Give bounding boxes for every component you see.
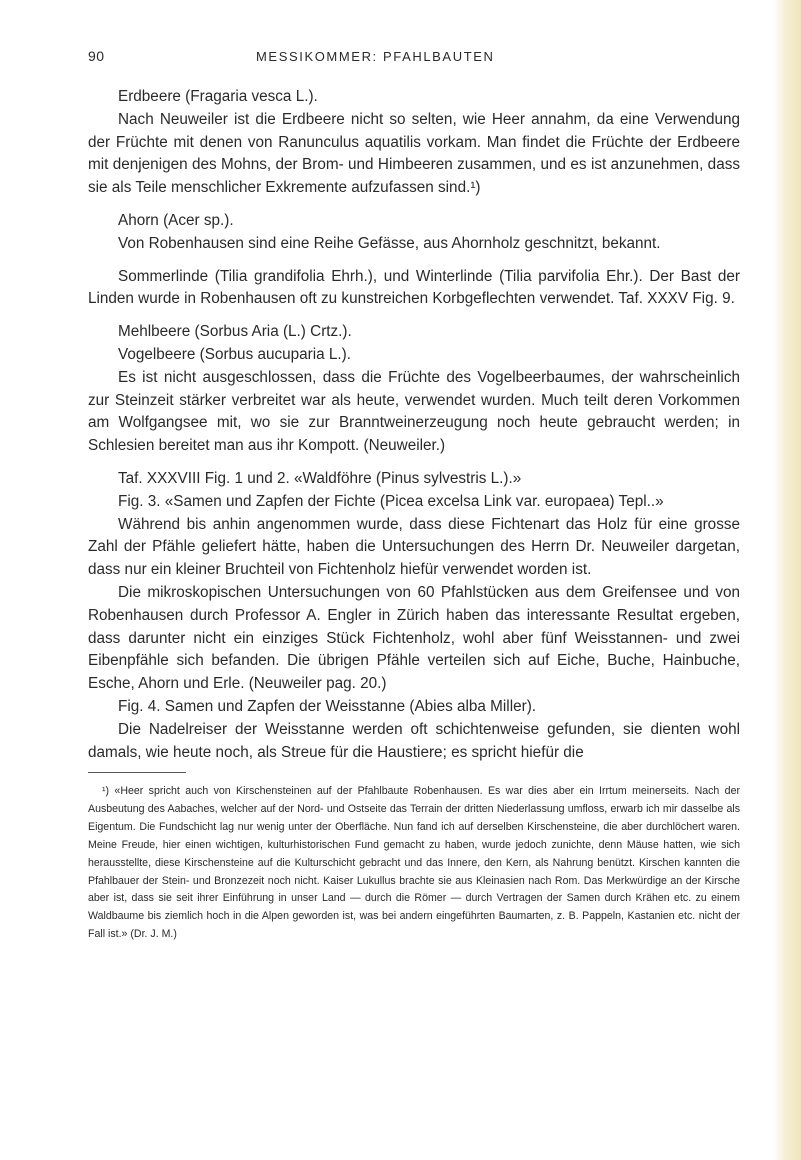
vogelbeere-paragraph: Es ist nicht ausgeschlossen, dass die Früchte des Vogelbeerbaumes, der wahrscheinlich zur Steinzeit stärker verbreitet war als heute, verwendet wurden. Much teilt deren Vorkommen am Wolfgangsee mit, wo sie zur Branntweinerzeugung noch heute gebraucht werden; in Schlesien bereitet man aus ihr Kompott. (Neuweiler.) — [88, 368, 740, 455]
footnote-1: ¹) «Heer spricht auch von Kirschensteinen auf der Pfahlbaute Robenhausen. Es war dies aber ein Irrtum meinerseits. Nach der Ausbeutung des Aabaches, welcher auf der Nord- und Ostseite das Terrain der dritten Niederlassung umfloss, erwarb ich mir dasselbe als Eigentum. Die Fundschicht lag nur wenig unter der Oberfläche. Nun fand ich auf derselben Kirschensteine, die aber durchlöchert waren. Meine Freude, hier einen wichtigen, kulturhistorischen Fund gemacht zu haben, wurde jedoch zunichte, denn Mäuse hatten, wie sich herausstellte, diese Kirschensteine auf die Kulturschicht gebracht und das Innere, den Kern, als Nahrung benützt. Kirschen kannten die Pfahlbauer der Stein- und Bronzezeit noch nicht. Kaiser Lukullus brachte sie aus Kleinasien nach Rom. Das Merkwürdige an der Kirsche aber ist, dass sie seit ihrer Einführung in unser Land — durch die Römer — durch Vertragen der Samen durch Krähen etc. zu einem Waldbaume bis ziemlich hoch in die Alpen geworden ist, was bei andern eingeführten Baumarten, z. B. Pappeln, Kastanien etc. nicht der Fall ist.» (Dr. J. M.) — [88, 785, 740, 941]
ahorn-heading: Ahorn (Acer sp.). — [118, 211, 234, 229]
page-number: 90 — [88, 48, 105, 64]
linde-paragraph: Sommerlinde (Tilia grandifolia Ehrh.), und Winterlinde (Tilia parvifolia Ehr.). Der Bast der Linden wurde in Robenhausen oft zu kunstreichen Korbgeflechten verwendet. Taf. XXXV Fig. 9. — [88, 267, 740, 308]
erdbeere-heading: Erdbeere (Fragaria vesca L.). — [118, 88, 318, 105]
page-edge-shadow — [773, 0, 801, 1160]
vogelbeere-heading: Vogelbeere (Sorbus aucuparia L.). — [118, 345, 352, 363]
taf-38-caption: Taf. XXXVIII Fig. 1 und 2. «Waldföhre (Pinus sylvestris L.).» — [118, 469, 522, 487]
main-text — [88, 86, 740, 764]
fig-3-caption: Fig. 3. «Samen und Zapfen der Fichte (Picea excelsa Link var. europaea) Tepl..» — [118, 492, 664, 510]
weisstanne-paragraph: Die Nadelreiser der Weisstanne werden oft schichtenweise gefunden, sie dienten wohl damals, wie heute noch, als Streue für die Haustiere; es spricht hiefür die — [88, 720, 740, 761]
ahorn-paragraph: Von Robenhausen sind eine Reihe Gefässe, aus Ahornholz geschnitzt, bekannt. — [118, 234, 661, 252]
running-title: MESSIKOMMER: PFAHLBAUTEN — [256, 49, 495, 64]
erdbeere-paragraph: Nach Neuweiler ist die Erdbeere nicht so selten, wie Heer annahm, da eine Verwendung der Früchte mit denen von Ranunculus aquatilis vorkam. Man findet die Früchte der Erdbeere mit denjenigen des Mohns, der Brom- und Himbeeren zusammen, und es ist anzunehmen, dass sie als Teile menschlicher Exkremente aufzufassen sind.¹) — [88, 110, 740, 197]
footnote-rule — [88, 772, 186, 773]
footnotes — [88, 783, 740, 944]
mikroskop-paragraph: Die mikroskopischen Untersuchungen von 60 Pfahlstücken aus dem Greifensee und von Robenhausen durch Professor A. Engler in Zürich haben das interessante Resultat ergeben, dass darunter nicht ein einziges Stück Fichtenholz, wohl aber fünf Weisstannen- und zwei Eibenpfähle sich befanden. Die übrigen Pfähle verteilen sich auf Eiche, Buche, Hainbuche, Esche, Ahorn und Erle. (Neuweiler pag. 20.) — [88, 583, 740, 693]
fig-4-caption: Fig. 4. Samen und Zapfen der Weisstanne (Abies alba Miller). — [118, 697, 537, 715]
fichte-paragraph: Während bis anhin angenommen wurde, dass diese Fichtenart das Holz für eine grosse Zahl der Pfähle geliefert hätte, haben die Untersuchungen des Herrn Dr. Neuweiler dargetan, dass nur ein kleiner Bruchteil von Fichtenholz hiefür verwendet worden ist. — [88, 515, 740, 579]
mehlbeere-heading: Mehlbeere (Sorbus Aria (L.) Crtz.). — [118, 323, 352, 341]
page-header — [88, 48, 728, 68]
